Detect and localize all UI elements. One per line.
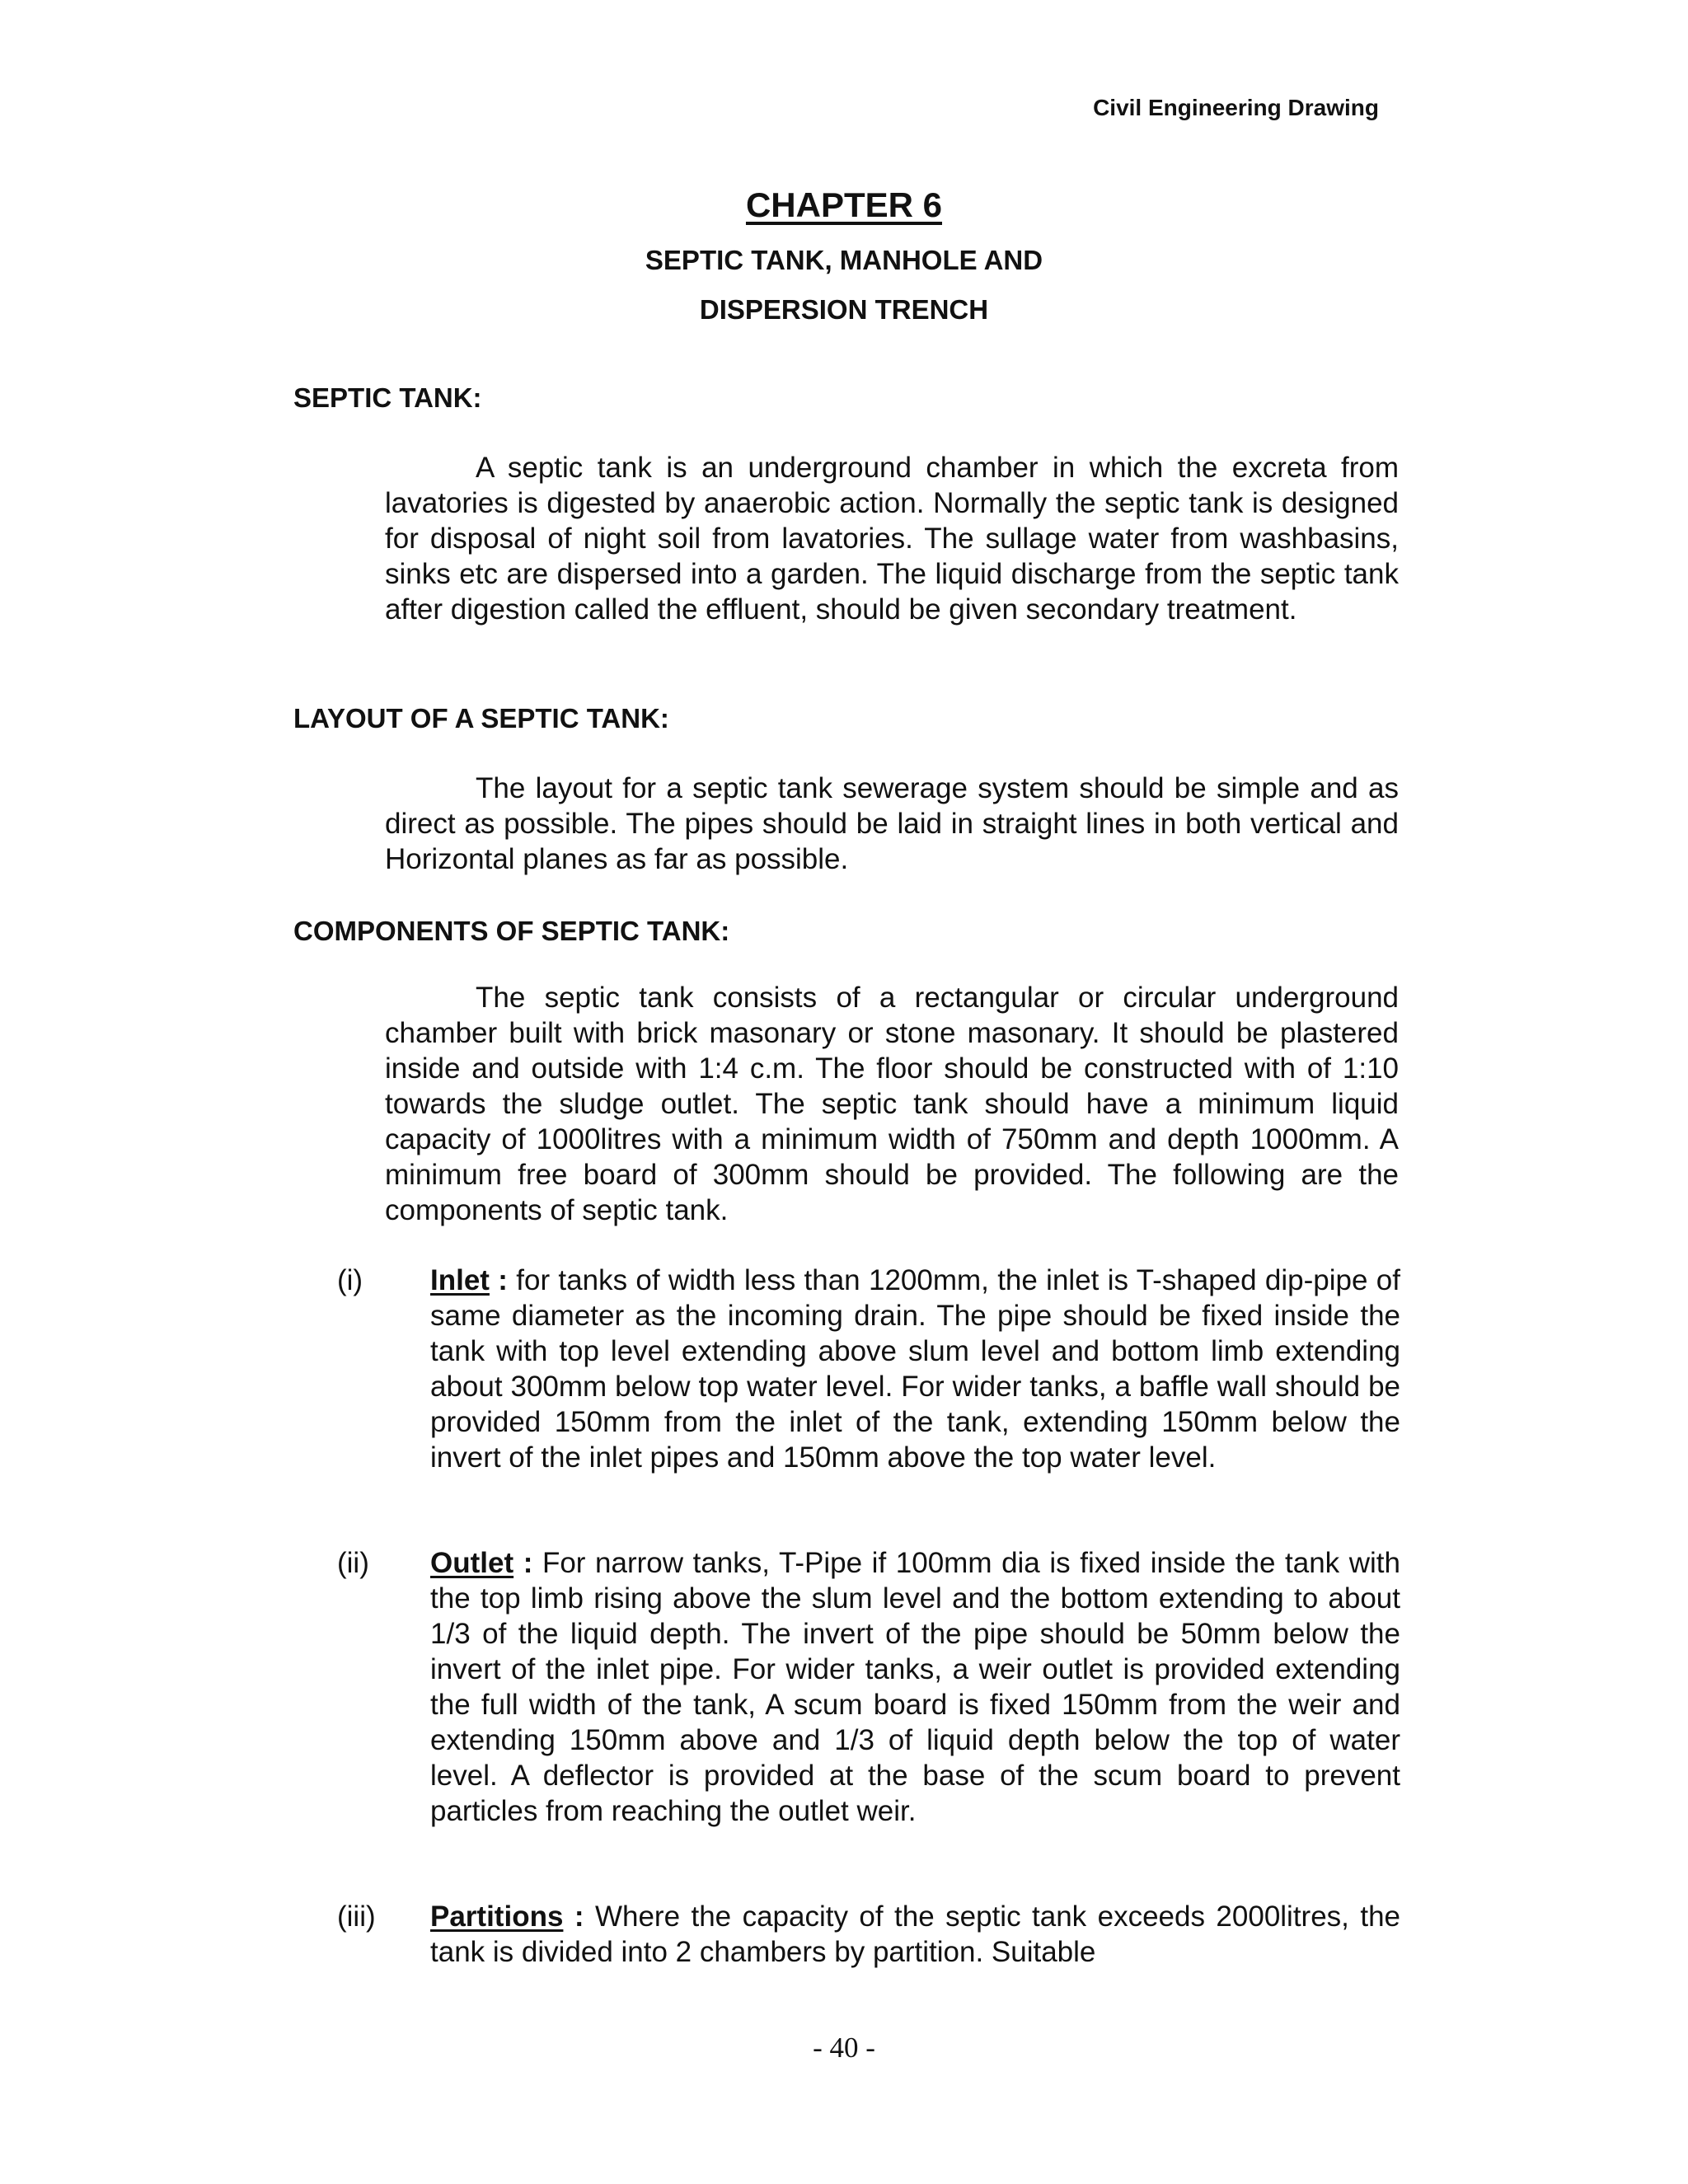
list-item-body — [430, 1899, 1400, 1970]
chapter-title — [0, 185, 1688, 225]
chapter-subtitle-line-2: DISPERSION TRENCH — [699, 294, 989, 325]
list-item-body — [430, 1263, 1400, 1475]
list-item-body — [430, 1545, 1400, 1829]
list-item-text: For narrow tanks, T-Pipe if 100mm dia is fixed inside the tank with the top limb rising above the slum level and the bottom extending to about 1/3 of the liquid depth. The invert of the pipe should be 50mm below the invert of the inlet pipe. For wider tanks, a weir outlet is provided extending the full width of the tank, A scum board is fixed 150mm from the weir and extending 150mm above and 1/3 of liquid depth below the top of water level. A deflector is provided at the base of the scum board to prevent particles from reaching the outlet weir. — [430, 1547, 1400, 1827]
paragraph-components: The septic tank consists of a rectangular or circular underground chamber built with brick masonary or stone masonary. It should be plastered inside and outside with 1:4 c.m. The floor should be constructed with of 1:10 towards the sludge outlet. The septic tank should have a minimum liquid capacity of 1000litres with a minimum width of 750mm and depth 1000mm. A minimum free board of 300mm should be provided. The following are the components of septic tank. — [385, 982, 1399, 1226]
section-heading-layout: LAYOUT OF A SEPTIC TANK: — [293, 703, 669, 733]
running-header: Civil Engineering Drawing — [1093, 95, 1379, 120]
list-item-term: Outlet — [430, 1547, 514, 1579]
chapter-subtitle-line-1: SEPTIC TANK, MANHOLE AND — [645, 245, 1043, 275]
section-heading-septic-tank: SEPTIC TANK: — [293, 382, 482, 413]
page-number: - 40 - — [813, 2032, 875, 2064]
paragraph-septic-tank: A septic tank is an underground chamber in which the excreta from lavatories is digested by anaerobic action. Normally the septic tank is designed for disposal of night soil from lavatories. The sullage water from washbasins, sinks etc are dispersed into a garden. The liquid discharge from the septic tank after digestion called the effluent, should be given secondary treatment. — [385, 452, 1399, 626]
list-item-separator: : — [563, 1900, 595, 1933]
list-item-term: Inlet — [430, 1264, 490, 1296]
list-item-text: Where the capacity of the septic tank exceeds 2000litres, the tank is divided into 2 chambers by partition. Suitable — [430, 1900, 1400, 1968]
chapter-title-text: CHAPTER 6 — [745, 185, 943, 224]
list-item-text: for tanks of width less than 1200mm, the inlet is T-shaped dip-pipe of same diameter as the incoming drain. The pipe should be fixed inside the tank with top level extending above slum level and bottom limb extending about 300mm below top water level. For wider tanks, a baffle wall should be provided 150mm from the inlet of the tank, extending 150mm below the invert of the inlet pipes and 150mm above the top water level. — [430, 1264, 1400, 1474]
list-item-number: (ii) — [337, 1547, 369, 1579]
list-item-separator: : — [513, 1547, 542, 1579]
paragraph-layout: The layout for a septic tank sewerage system should be simple and as direct as possible. The pipes should be laid in straight lines in both vertical and Horizontal planes as far as possible. — [385, 772, 1399, 875]
list-item-term: Partitions — [430, 1900, 564, 1933]
list-item-number: (iii) — [337, 1900, 376, 1933]
list-item-separator: : — [489, 1264, 517, 1296]
list-item-number: (i) — [337, 1264, 363, 1296]
section-heading-components: COMPONENTS OF SEPTIC TANK: — [293, 916, 730, 946]
